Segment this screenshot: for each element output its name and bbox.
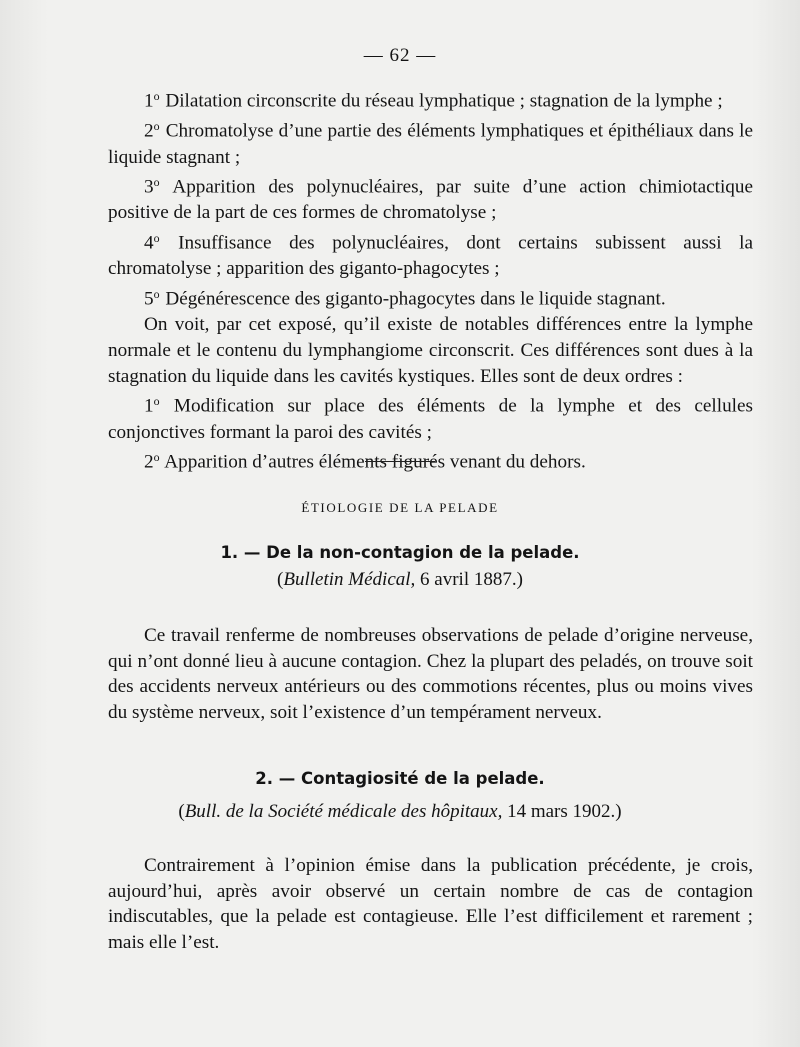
section-divider — [365, 461, 435, 462]
paragraph: Contrairement à l’opinion émise dans la publication précédente, je crois, aujourd’hui, après avoir observé un certain nombre de cas de contagion indiscutables, que la pelade est contagieuse. Elle l’est difficilement et rarement ; mais elle l’est. — [108, 855, 753, 954]
article-body — [108, 853, 753, 956]
article-source: (Bulletin Médical, 6 avril 1887.) — [277, 569, 523, 590]
article-heading: 2. — Contagiosité de la pelade. — [255, 769, 545, 788]
list-item: 3$^o$ Apparition des polynucléaires, par suite d’une action chimiotactique positive de la part de ces formes de chromatolyse ; — [108, 175, 753, 224]
list-item: 2$^o$ Chromatolyse d’une partie des éléments lymphatiques et épithéliaux dans le liquide stagnant ; — [108, 119, 753, 168]
list-item: 1$^o$ Modification sur place des éléments de la lymphe et des cellules conjonctives formant la paroi des cavités ; — [108, 394, 753, 443]
summary-paragraph: On voit, par cet exposé, qu’il existe de notables différences entre la lymphe normale et le contenu du lymphangiome circonscrit. Ces différences sont dues à la stagnation du liquide dans les cavités kystiques. Elles sont de deux ordres : — [108, 314, 753, 387]
paragraph: Ce travail renferme de nombreuses observations de pelade d’origine nerveuse, qui n’ont donné lieu à aucune contagion. Chez la plupart des peladés, on trouve soit des accidents nerveux antérieurs ou des commotions récentes, plus ou moins vives du système nerveux, soit l’existence d’un tempérament nerveux. — [108, 625, 753, 724]
list-item: 2$^o$ Apparition d’autres éléments figurés venant du dehors. — [144, 450, 586, 473]
section-title: ÉTIOLOGIE DE LA PELADE — [301, 500, 499, 515]
list-item: 1$^o$ Dilatation circonscrite du réseau lymphatique ; stagnation de la lymphe ; — [144, 89, 723, 112]
article-heading: 1. — De la non-contagion de la pelade. — [220, 543, 580, 562]
article-body — [108, 623, 753, 726]
journal-title: Bulletin Médical, — [283, 569, 416, 590]
journal-title: Bull. de la Société médicale des hôpitaux, — [184, 801, 503, 822]
article-source: (Bull. de la Société médicale des hôpitaux, 14 mars 1902.) — [178, 801, 622, 822]
findings-block — [108, 84, 753, 476]
list-item: 5$^o$ Dégénérescence des giganto-phagocytes dans le liquide stagnant. — [144, 287, 666, 310]
list-item: 4$^o$ Insuffisance des polynucléaires, dont certains subissent aussi la chromatolyse ; apparition des giganto-phagocytes ; — [108, 231, 753, 280]
page-number: — 62 — — [363, 45, 437, 66]
